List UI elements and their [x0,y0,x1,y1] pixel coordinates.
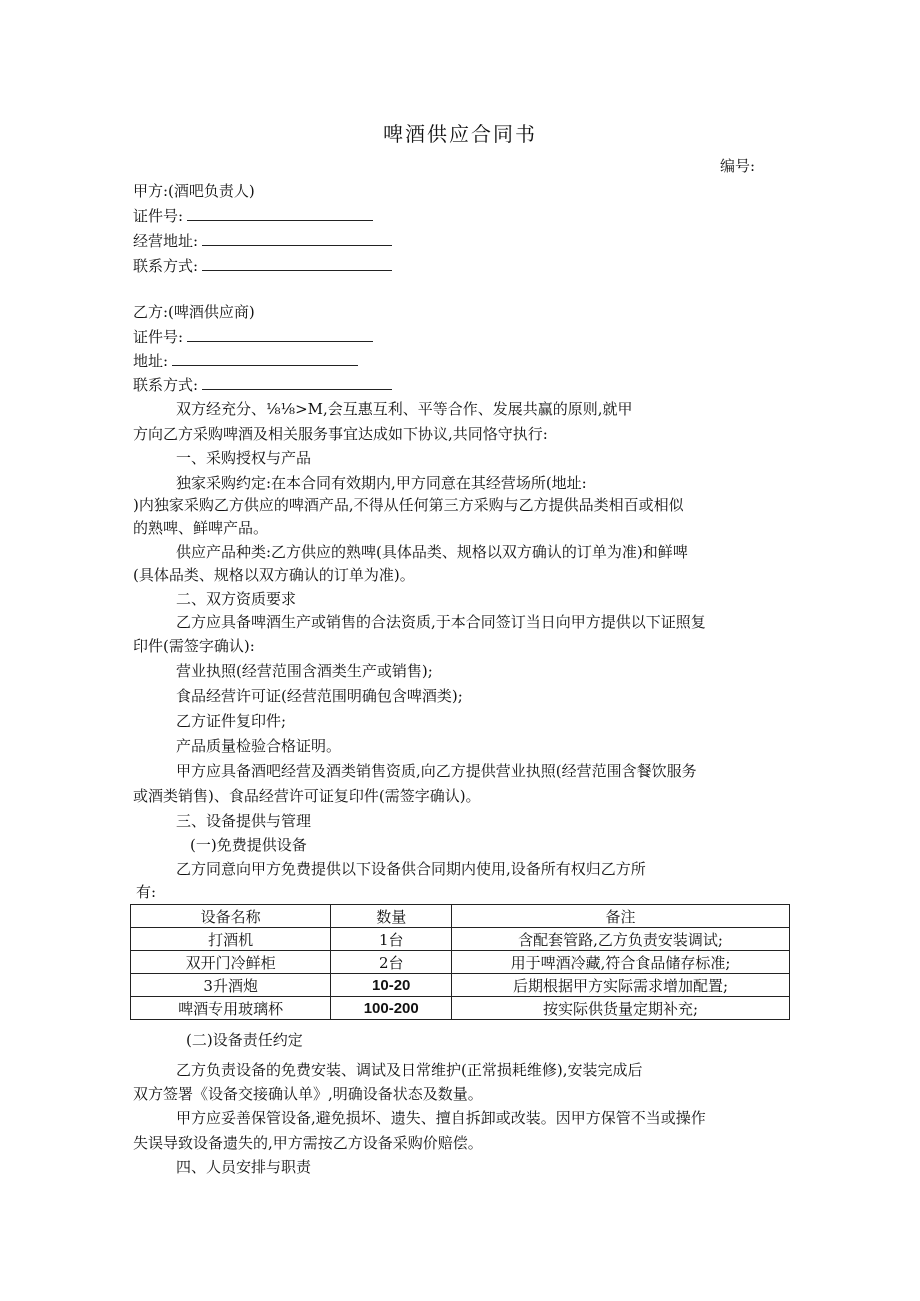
table-header-row [131,905,790,928]
equipment-duty-b-line-1: 乙方负责设备的免费安装、调试及日常维护(正常损耗维修),安装完成后 [176,1061,643,1079]
party-b-address-label: 地址: [133,352,169,370]
equipment-duty-b-line-2: 双方签署《设备交接确认单》,明确设备状态及数量。 [133,1085,483,1103]
cert-item: 食品经营许可证(经营范围明确包含啤酒类); [176,687,463,705]
quantity-cell: 10-20 [331,974,452,997]
header-cell: 设备名称 [131,905,331,928]
subsection-1-heading: (一)免费提供设备 [190,836,307,854]
quantity-cell: 100-200 [331,997,452,1020]
table-row [131,997,790,1020]
party-b-contact-label: 联系方式: [133,376,199,394]
products-line-2: (具体品类、规格以双方确认的订单为准)。 [133,566,415,584]
equipment-name-cell: 啤酒专用玻璃杯 [131,997,331,1020]
party-b-address-blank[interactable] [172,351,358,366]
party-a-id-row [133,206,373,226]
note-cell: 用于啤酒冷藏,符合食品储存标准; [452,951,790,974]
contract-title: 啤酒供应合同书 [383,122,537,146]
intro-line-1: 双方经充分、⅛⅛>M,会互惠互利、平等合作、发展共赢的原则,就甲 [176,400,633,418]
party-a-contact-blank[interactable] [202,256,392,271]
party-b-id-row [133,327,373,347]
party-a-contact-row [133,256,392,276]
exclusive-line-1: 独家采购约定:在本合同有效期内,甲方同意在其经营场所(地址: [176,474,587,492]
header-cell: 备注 [452,905,790,928]
header-cell: 数量 [331,905,452,928]
cert-item: 乙方证件复印件; [176,712,287,730]
table-row [131,951,790,974]
party-b-contact-row [133,375,392,395]
party-a-address-row [133,231,392,251]
note-cell: 后期根据甲方实际需求增加配置; [452,974,790,997]
section-4-heading: 四、人员安排与职责 [176,1158,312,1176]
party-a-contact-label: 联系方式: [133,257,199,275]
equipment-name-cell: 打酒机 [131,928,331,951]
party-b-heading: 乙方:(啤酒供应商) [133,303,255,321]
table-row [131,928,790,951]
quantity-cell: 2台 [331,951,452,974]
section-2-heading: 二、双方资质要求 [176,590,297,608]
party-b-id-label: 证件号: [133,328,184,346]
subsection-2-heading: (二)设备责任约定 [186,1031,303,1049]
cert-item: 产品质量检验合格证明。 [176,737,342,755]
party-b-id-blank[interactable] [187,327,373,342]
equipment-duty-a-line-1: 甲方应妥善保管设备,避免损坏、遗失、擅自拆卸或改装。因甲方保管不当或操作 [176,1109,706,1127]
contract-number-label: 编号: [720,157,756,175]
party-a-id-blank[interactable] [187,206,373,221]
intro-line-2: 方向乙方采购啤酒及相关服务事宜达成如下协议,共同恪守执行: [133,425,548,443]
party-a-address-blank[interactable] [202,231,392,246]
a-req-line-2: 或酒类销售)、食品经营许可证复印件(需签字确认)。 [133,787,481,805]
b-req-line-2: 印件(需签字确认): [133,637,255,655]
party-b-contact-blank[interactable] [202,375,392,390]
section-1-heading: 一、采购授权与产品 [176,449,312,467]
table-row [131,974,790,997]
equipment-intro-line-1: 乙方同意向甲方免费提供以下设备供合同期内使用,设备所有权归乙方所 [176,860,646,878]
exclusive-line-3: 的熟啤、鲜啤产品。 [133,519,269,537]
equipment-duty-a-line-2: 失误导致设备遗失的,甲方需按乙方设备采购价赔偿。 [133,1134,483,1152]
b-req-line-1: 乙方应具备啤酒生产或销售的合法资质,于本合同签订当日向甲方提供以下证照复 [176,613,706,631]
equipment-name-cell: 双开门冷鲜柜 [131,951,331,974]
cert-item: 营业执照(经营范围含酒类生产或销售); [176,662,433,680]
equipment-table [130,904,790,1020]
quantity-cell: 1台 [331,928,452,951]
party-a-heading: 甲方:(酒吧负责人) [133,182,255,200]
party-a-id-label: 证件号: [133,207,184,225]
note-cell: 含配套管路,乙方负责安装调试; [452,928,790,951]
note-cell: 按实际供货量定期补充; [452,997,790,1020]
products-line-1: 供应产品种类:乙方供应的熟啤(具体品类、规格以双方确认的订单为准)和鲜啤 [176,543,688,561]
equipment-name-cell: 3升酒炮 [131,974,331,997]
party-b-address-row [133,351,358,371]
section-3-heading: 三、设备提供与管理 [176,812,312,830]
a-req-line-1: 甲方应具备酒吧经营及酒类销售资质,向乙方提供营业执照(经营范围含餐饮服务 [176,762,697,780]
equipment-intro-line-2: 有: [136,883,157,901]
party-a-address-label: 经营地址: [133,232,199,250]
exclusive-line-2: )内独家采购乙方供应的啤酒产品,不得从任何第三方采购与乙方提供品类相百或相似 [133,496,684,514]
